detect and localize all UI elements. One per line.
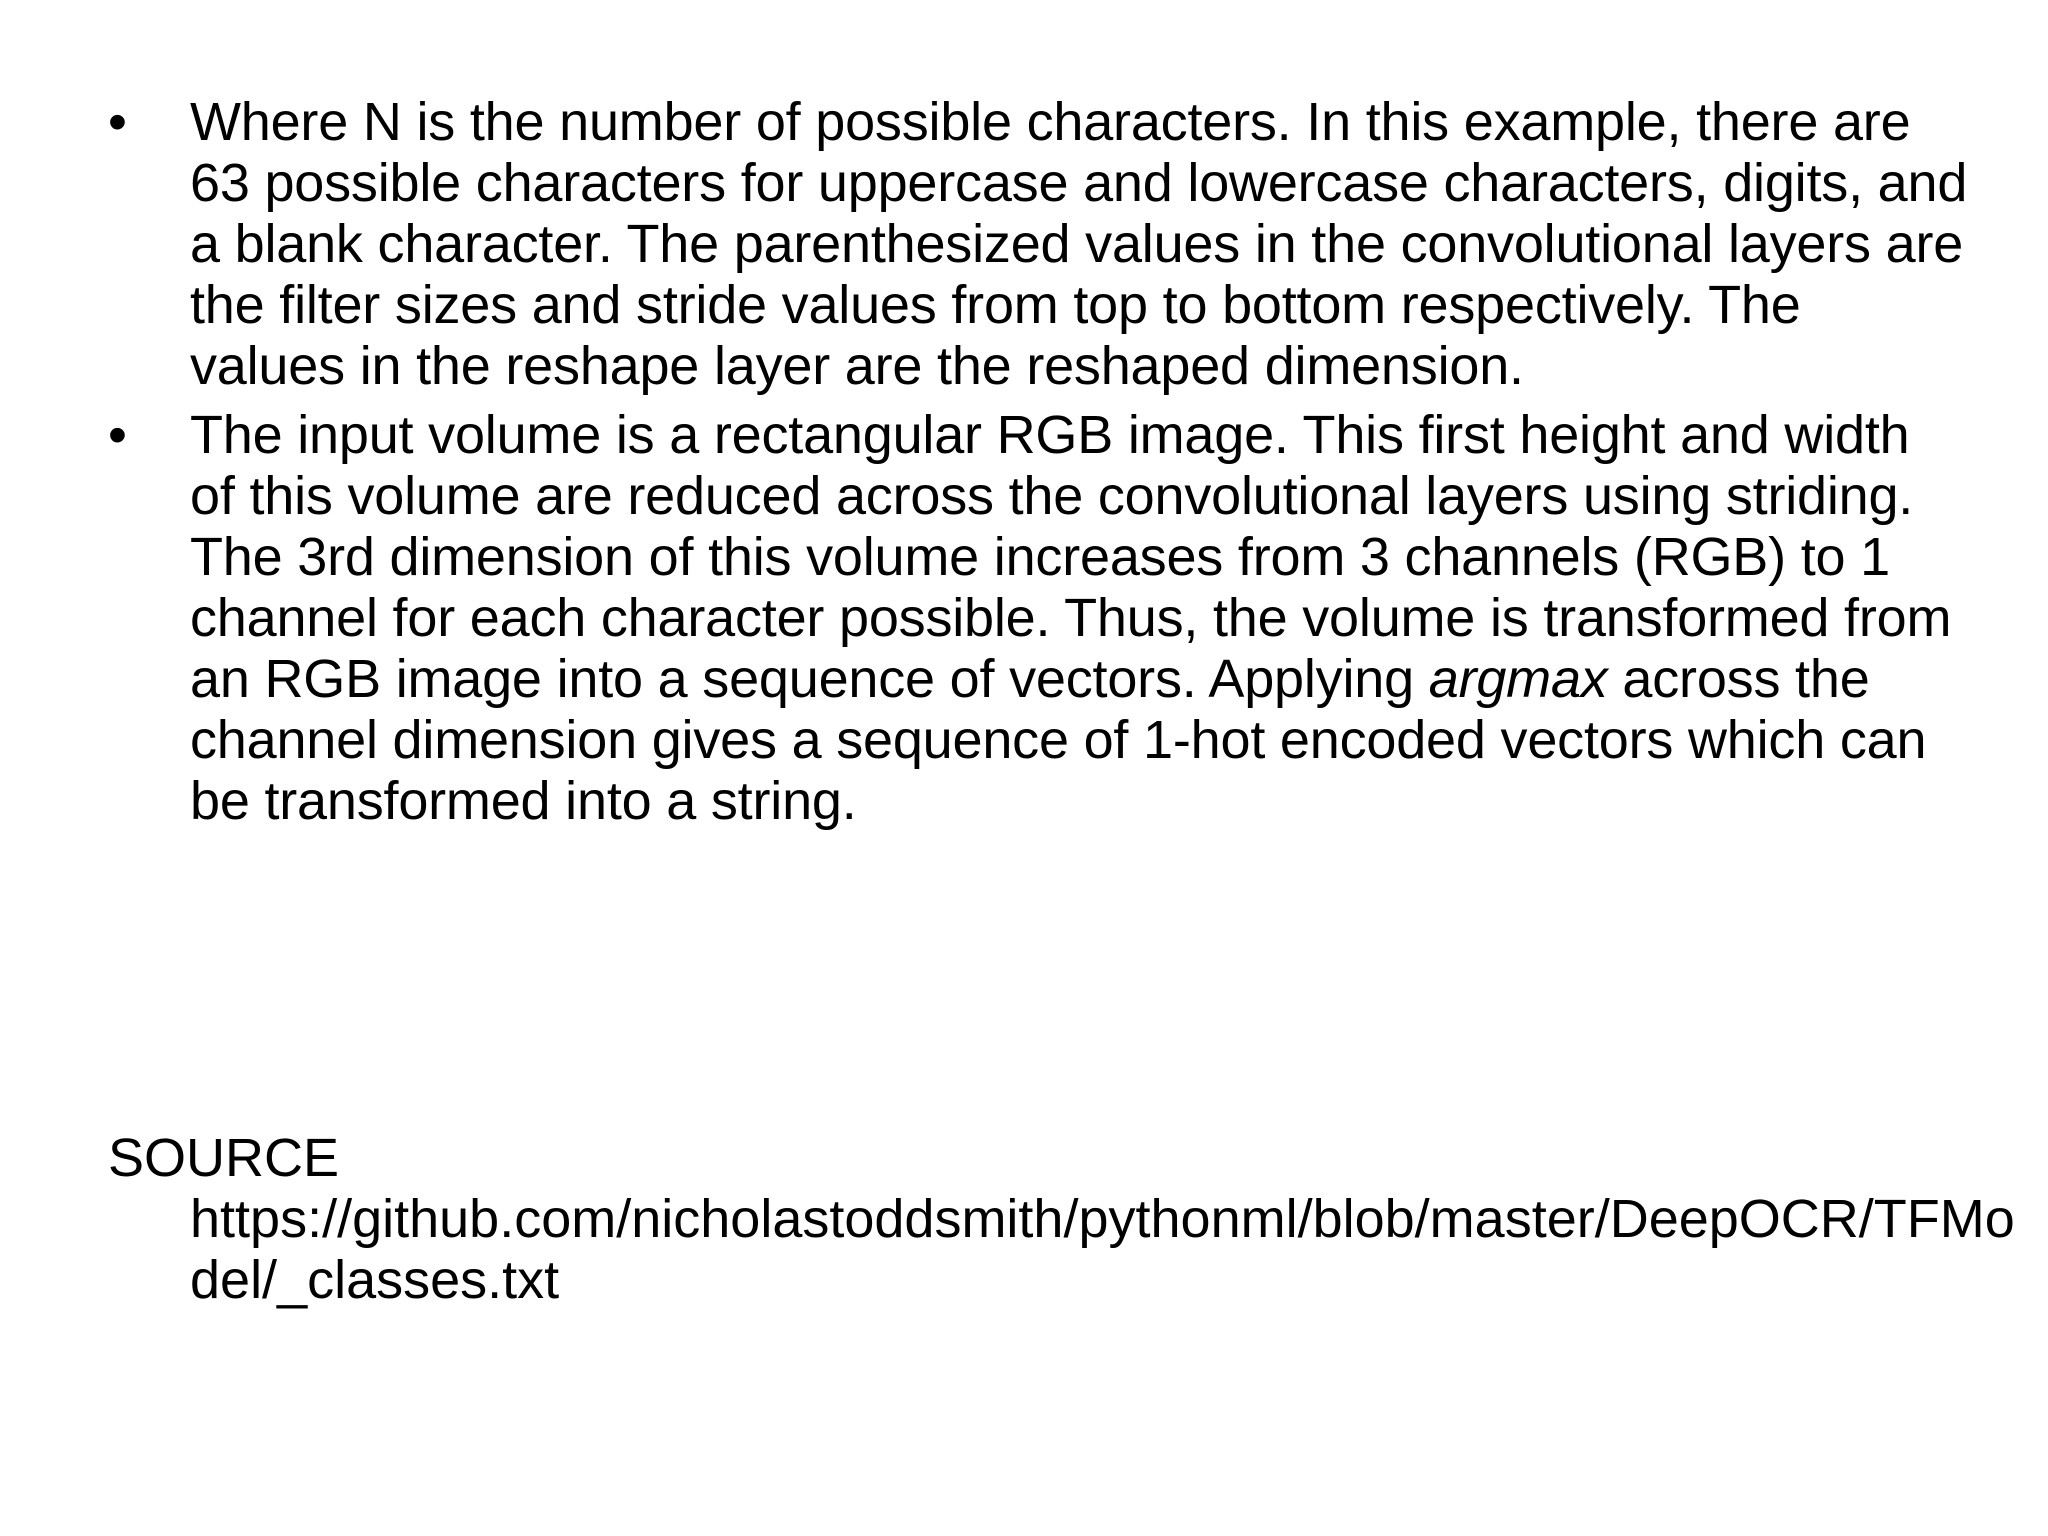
bullet-text-italic: argmax bbox=[1428, 649, 1608, 709]
bullet-list bbox=[108, 92, 1968, 832]
bullet-text-end: across the channel dimension gives a sequence of 1-hot encoded vectors which can be transformed into a string. bbox=[190, 649, 1927, 831]
source-label: SOURCE bbox=[108, 1128, 340, 1188]
bullet-item-1 bbox=[108, 92, 1968, 397]
bullet-marker: • bbox=[108, 405, 127, 465]
bullet-item-2 bbox=[108, 405, 1968, 832]
bullet-text-start: The input volume is a rectangular RGB image. This first height and width of this volume are reduced across the convolutional layers using striding. The 3rd dimension of this volume increases from 3 channels (RGB) to 1 channel for each character possible. Thus, the volume is transformed from an RGB image into a sequence of vectors. Applying bbox=[190, 405, 1952, 709]
source-url: https://github.com/nicholastoddsmith/pythonml/blob/master/DeepOCR/TFModel/_classes.txt bbox=[190, 1189, 2015, 1310]
bullet-marker: • bbox=[108, 92, 127, 152]
source-block bbox=[108, 1128, 2015, 1311]
bullet-text: Where N is the number of possible characters. In this example, there are 63 possible characters for uppercase and lowercase characters, digits, and a blank character. The parenthesized values in the convolutional layers are the filter sizes and stride values from top to bottom respectively. The values in the reshape layer are the reshaped dimension. bbox=[190, 92, 1968, 396]
